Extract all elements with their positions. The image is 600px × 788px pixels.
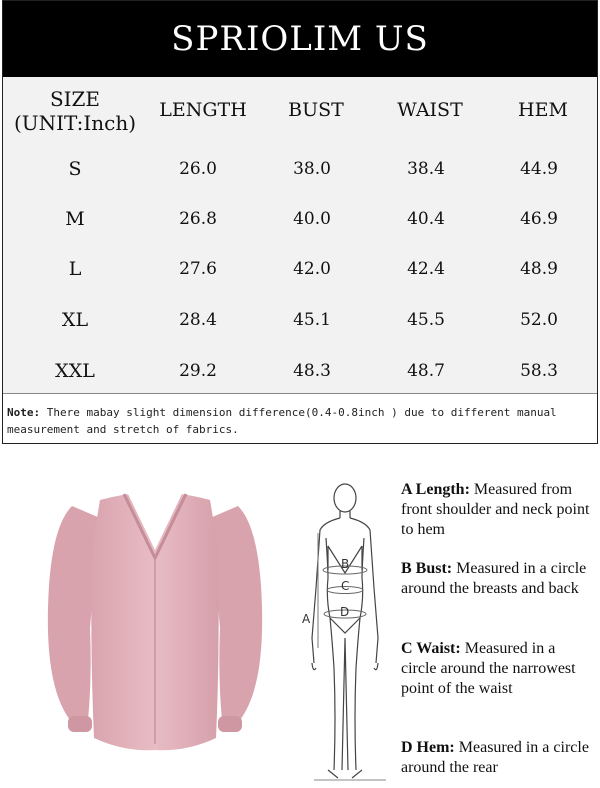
bust-description (401, 559, 591, 599)
waist-description (401, 639, 591, 699)
bust-text: Measured in a circle around the breasts and back (401, 560, 587, 597)
table-cell: 26.8 (179, 209, 217, 229)
table-row-size: XXL (55, 360, 95, 382)
hem-description (401, 738, 591, 778)
brand-banner (3, 1, 597, 77)
table-cell: 44.9 (520, 159, 558, 179)
table-row-size: L (68, 258, 82, 280)
table-cell: 28.4 (179, 310, 217, 330)
column-header-bust: BUST (288, 99, 344, 121)
table-cell: 48.7 (407, 361, 445, 381)
table-cell: 38.0 (293, 159, 331, 179)
size-header-line2: (UNIT:Inch) (13, 111, 137, 135)
hem-text: Measured in a circle around the rear (401, 739, 589, 776)
figure-label-c: C (341, 579, 350, 593)
size-header-line1: SIZE (49, 87, 101, 111)
column-header-waist: WAIST (397, 99, 463, 121)
column-header-hem: HEM (518, 99, 568, 121)
size-column-header (14, 87, 136, 135)
note-label: Note: (7, 406, 41, 419)
table-cell: 40.0 (293, 209, 331, 229)
measurement-note (3, 393, 597, 443)
body-measurement-figure (298, 478, 396, 788)
table-cell: 40.4 (407, 209, 445, 229)
table-cell: 46.9 (520, 209, 558, 229)
table-row-size: M (65, 208, 85, 230)
table-cell: 26.0 (179, 159, 217, 179)
table-cell: 27.6 (179, 259, 217, 279)
table-cell: 45.1 (293, 310, 331, 330)
waist-text: Measured in a circle around the narrowest point of the waist (401, 640, 576, 697)
table-cell: 48.9 (520, 259, 558, 279)
table-cell: 52.0 (520, 310, 558, 330)
brand-title: SPRIOLIM US (171, 19, 429, 59)
table-cell: 48.3 (293, 361, 331, 381)
waist-term: C Waist: (401, 640, 461, 657)
size-table (3, 77, 597, 393)
table-cell: 58.3 (520, 361, 558, 381)
size-chart-frame (2, 0, 598, 444)
column-header-length: LENGTH (159, 99, 247, 121)
figure-label-b: B (341, 557, 350, 571)
length-description (401, 480, 591, 540)
table-cell: 29.2 (179, 361, 217, 381)
figure-label-d: D (340, 605, 350, 619)
table-cell: 42.0 (293, 259, 331, 279)
table-cell: 38.4 (407, 159, 445, 179)
pink-blouse-image (40, 488, 270, 758)
bust-term: B Bust: (401, 560, 453, 577)
length-text: Measured from front shoulder and neck point to hem (401, 481, 590, 538)
table-row-size: XL (61, 309, 89, 331)
table-cell: 42.4 (407, 259, 445, 279)
hem-term: D Hem: (401, 739, 455, 756)
table-row-size: S (68, 158, 82, 180)
note-text: There mabay slight dimension difference(0.4-0.8inch ) due to different manual measurement and stretch of fabrics. (7, 406, 557, 436)
table-cell: 45.5 (407, 310, 445, 330)
figure-label-a: A (302, 612, 311, 626)
length-term: A Length: (401, 481, 470, 498)
